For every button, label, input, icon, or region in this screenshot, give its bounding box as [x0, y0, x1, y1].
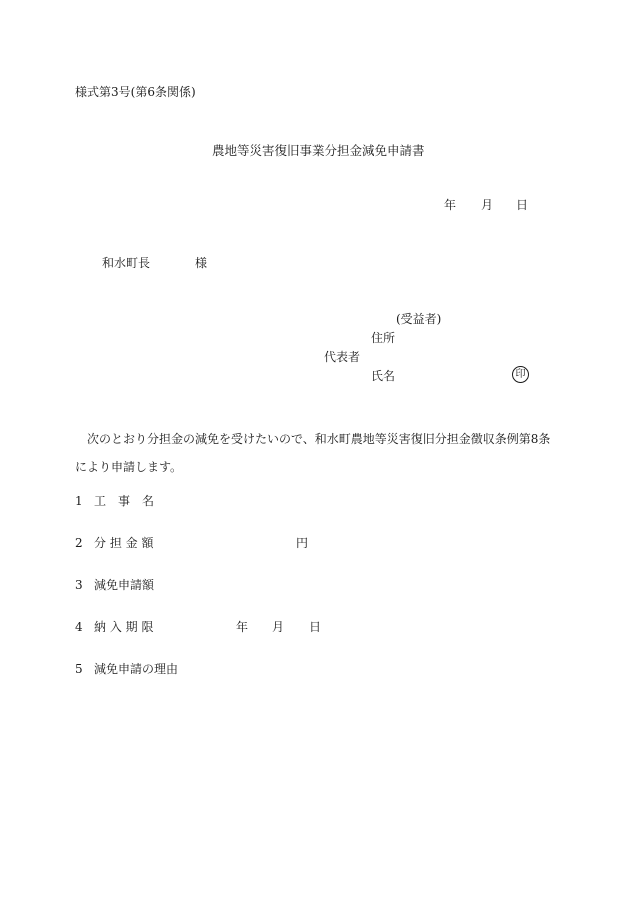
document-title: 農地等災害復旧事業分担金減免申請書: [212, 143, 425, 158]
representative-label: 代表者: [324, 350, 361, 364]
addressee-name: 和水町長: [102, 256, 151, 270]
item-number: 2: [75, 536, 83, 550]
applicant-role: (受益者): [396, 312, 442, 326]
item-unit: 円: [296, 536, 309, 550]
item-label: 減免申請額: [94, 578, 155, 592]
item-label: 減免申請の理由: [94, 662, 179, 676]
item-label: 分 担 金 額: [94, 536, 154, 550]
deadline-month-label: 月: [272, 620, 285, 634]
name-label: 氏名: [371, 369, 396, 383]
deadline-day-label: 日: [309, 620, 322, 634]
address-label: 住所: [371, 331, 396, 345]
date-day-label: 日: [516, 198, 529, 212]
item-number: 1: [75, 494, 83, 508]
item-number: 4: [75, 620, 83, 634]
addressee-honorific: 様: [195, 256, 208, 270]
item-label: 工 事 名: [94, 494, 155, 508]
deadline-year-label: 年: [236, 620, 249, 634]
request-statement: 次のとおり分担金の減免を受けたいので、和水町農地等災害復旧分担金徴収条例第8条により申請します。: [75, 432, 551, 474]
seal-mark: 印: [512, 366, 529, 383]
form-number: 様式第3号(第6条関係): [75, 85, 196, 99]
item-number: 3: [75, 578, 83, 592]
date-month-label: 月: [481, 198, 494, 212]
date-year-label: 年: [444, 198, 457, 212]
item-label: 納 入 期 限: [94, 620, 154, 634]
item-number: 5: [75, 662, 83, 676]
